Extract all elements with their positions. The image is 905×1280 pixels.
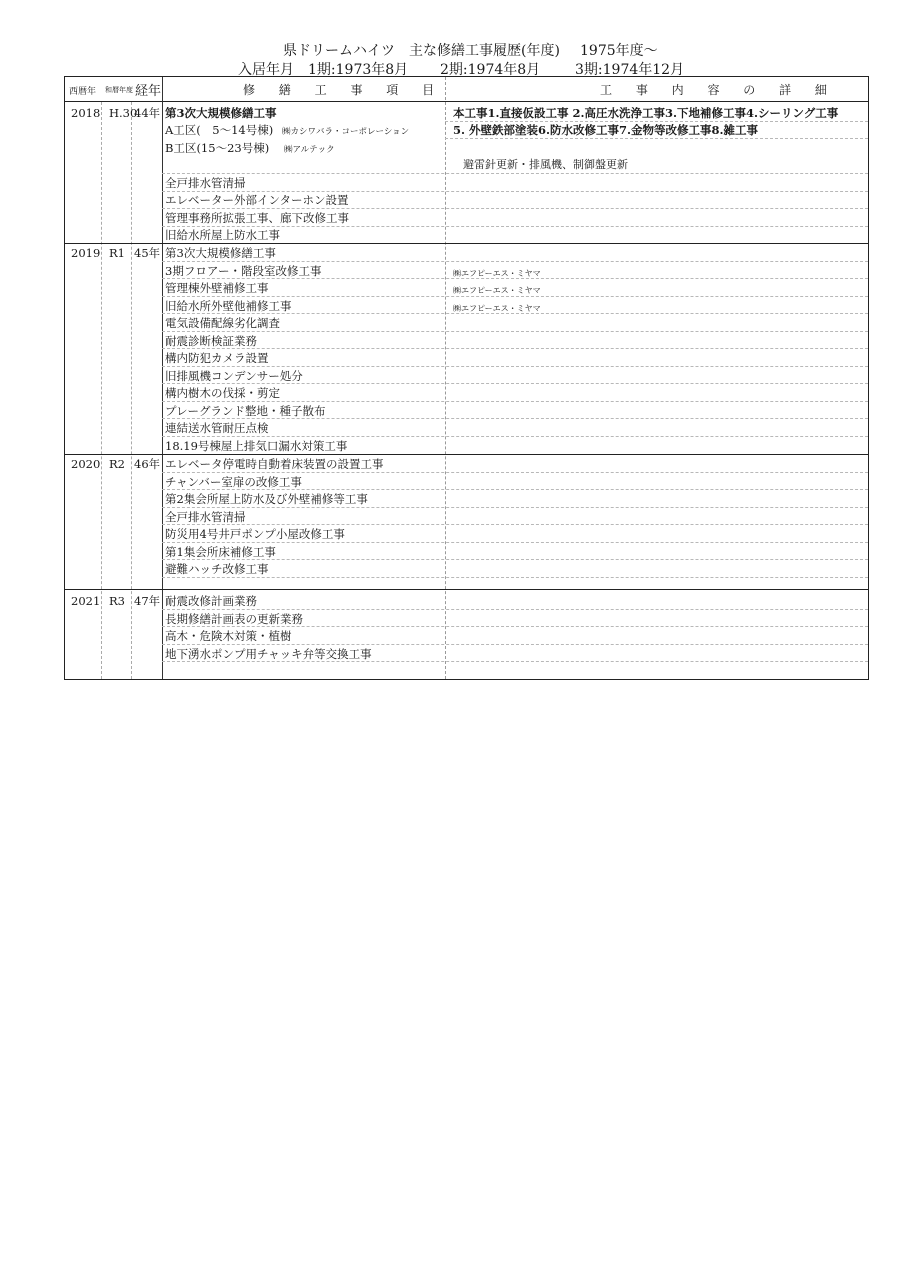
item-text: 地下湧水ポンプ用チャッキ弁等交換工事 <box>165 646 372 661</box>
table-row <box>65 402 868 420</box>
table-row <box>65 226 868 244</box>
year-2020: 2020 <box>71 457 101 471</box>
table-row <box>65 610 868 628</box>
table-row <box>65 297 868 315</box>
item-text: 旧給水所外壁他補修工事 <box>165 298 292 313</box>
year-separator <box>65 589 868 590</box>
year-2021: 2021 <box>71 594 101 608</box>
item-text: B工区(15～23号棟) <box>165 141 270 155</box>
item-text: 避難ハッチ改修工事 <box>165 562 269 576</box>
move-in-phase1: 入居年月 1期:1973年8月 <box>238 62 409 78</box>
move-in-phase2: 2期:1974年8月 <box>440 62 541 78</box>
item-text: 旧排風機コンデンサー処分 <box>165 368 303 383</box>
item-text: 第2集会所屋上防水及び外壁補修等工事 <box>165 492 368 506</box>
table-row <box>65 455 868 473</box>
table-row <box>65 627 868 645</box>
col-elapsed: 経年 <box>135 84 162 99</box>
item-text: 連結送水管耐圧点検 <box>165 421 269 435</box>
table-row <box>65 332 868 350</box>
item-text: 全戸排水管清掃 <box>165 176 246 190</box>
item-text: エレベータ停電時自動着床装置の設置工事 <box>165 457 384 471</box>
detail-text: ㈱エフピーエス・ミヤマ <box>453 286 541 295</box>
table-row <box>65 508 868 526</box>
era-r2: R2 <box>109 457 125 471</box>
table-row <box>65 244 868 262</box>
detail-text: 5. 外壁鉄部塗装6.防水改修工事7.金物等改修工事8.雑工事 <box>453 123 759 137</box>
item-text: A工区( 5～14号棟) <box>165 123 274 137</box>
table-row <box>65 419 868 437</box>
col-details: 工 事 内 容 の 詳 細 <box>600 83 837 97</box>
contractor-text: ㈱カシワバラ・コーポレーション <box>282 127 410 137</box>
item-text: 3期フロアー・階段室改修工事 <box>165 263 322 278</box>
item-text: 耐震改修計画業務 <box>165 594 257 608</box>
year-2018: 2018 <box>71 106 101 120</box>
table-row <box>65 349 868 367</box>
age-44: 44年 <box>134 106 161 120</box>
item-text: 第3次大規模修繕工事 <box>165 106 277 120</box>
era-r1: R1 <box>109 246 125 260</box>
table-row <box>65 104 868 122</box>
table-row <box>65 139 868 157</box>
detail-text: ㈱エフピーエス・ミヤマ <box>453 268 541 278</box>
item-text: プレーグランド整地・種子散布 <box>165 403 326 418</box>
table-row <box>65 473 868 491</box>
table-row <box>65 279 868 297</box>
era-h30: H.30 <box>109 106 138 120</box>
era-r3: R3 <box>109 594 125 608</box>
table-row <box>65 174 868 192</box>
table-row <box>65 156 868 174</box>
age-45: 45年 <box>134 246 161 260</box>
col-western-year: 西暦年 <box>69 87 97 97</box>
table-row <box>65 367 868 385</box>
table-row <box>65 490 868 508</box>
item-text: 18.19号棟屋上排気口漏水対策工事 <box>165 438 348 453</box>
age-46: 46年 <box>134 457 161 471</box>
repair-history-table <box>64 76 869 680</box>
age-47: 47年 <box>134 594 161 608</box>
table-row <box>65 191 868 209</box>
item-text: 高木・危険木対策・植樹 <box>165 629 292 643</box>
table-row <box>65 209 868 227</box>
item-text: 第1集会所床補修工事 <box>165 544 276 559</box>
table-row <box>65 543 868 561</box>
item-text: 構内樹木の伐採・剪定 <box>165 386 280 400</box>
title-range: 1975年度～ <box>580 43 658 59</box>
table-row <box>65 525 868 543</box>
title-text: 県ドリームハイツ 主な修繕工事履歴(年度) <box>283 43 560 59</box>
table-row <box>65 645 868 663</box>
table-row <box>65 262 868 280</box>
item-text: 管理棟外壁補修工事 <box>165 281 269 295</box>
detail-text: ㈱エフピーエス・ミヤマ <box>453 303 541 313</box>
item-text: 防災用4号井戸ポンプ小屋改修工事 <box>165 527 345 541</box>
col-era-year: 和暦年度 <box>105 86 133 94</box>
table-row <box>65 437 868 455</box>
col-items: 修 繕 工 事 項 目 <box>243 83 445 97</box>
table-row <box>65 592 868 610</box>
item-text: 電気設備配線劣化調査 <box>165 316 280 330</box>
table-header <box>65 77 868 102</box>
detail-text: 避雷針更新・排風機、制御盤更新 <box>463 158 628 171</box>
table-row <box>65 121 868 139</box>
contractor-text: ㈱アルテック <box>284 145 335 155</box>
item-text: 構内防犯カメラ設置 <box>165 351 269 365</box>
item-text: 第3次大規模修繕工事 <box>165 246 276 260</box>
item-text: 耐震診断検証業務 <box>165 333 257 348</box>
item-text: 全戸排水管清掃 <box>165 509 246 524</box>
table-row <box>65 384 868 402</box>
item-text: エレベーター外部インターホン設置 <box>165 193 349 207</box>
item-text: 管理事務所拡張工事、廊下改修工事 <box>165 211 349 225</box>
detail-text: 本工事1.直接仮設工事 2.高圧水洗浄工事3.下地補修工事4.シーリング工事 <box>453 106 839 120</box>
table-row <box>65 560 868 578</box>
year-2019: 2019 <box>71 246 101 260</box>
item-text: 旧給水所屋上防水工事 <box>165 228 280 242</box>
table-row <box>65 314 868 332</box>
item-text: 長期修繕計画表の更新業務 <box>165 611 303 626</box>
move-in-phase3: 3期:1974年12月 <box>575 62 685 78</box>
item-text: チャンバー室扉の改修工事 <box>165 474 302 489</box>
